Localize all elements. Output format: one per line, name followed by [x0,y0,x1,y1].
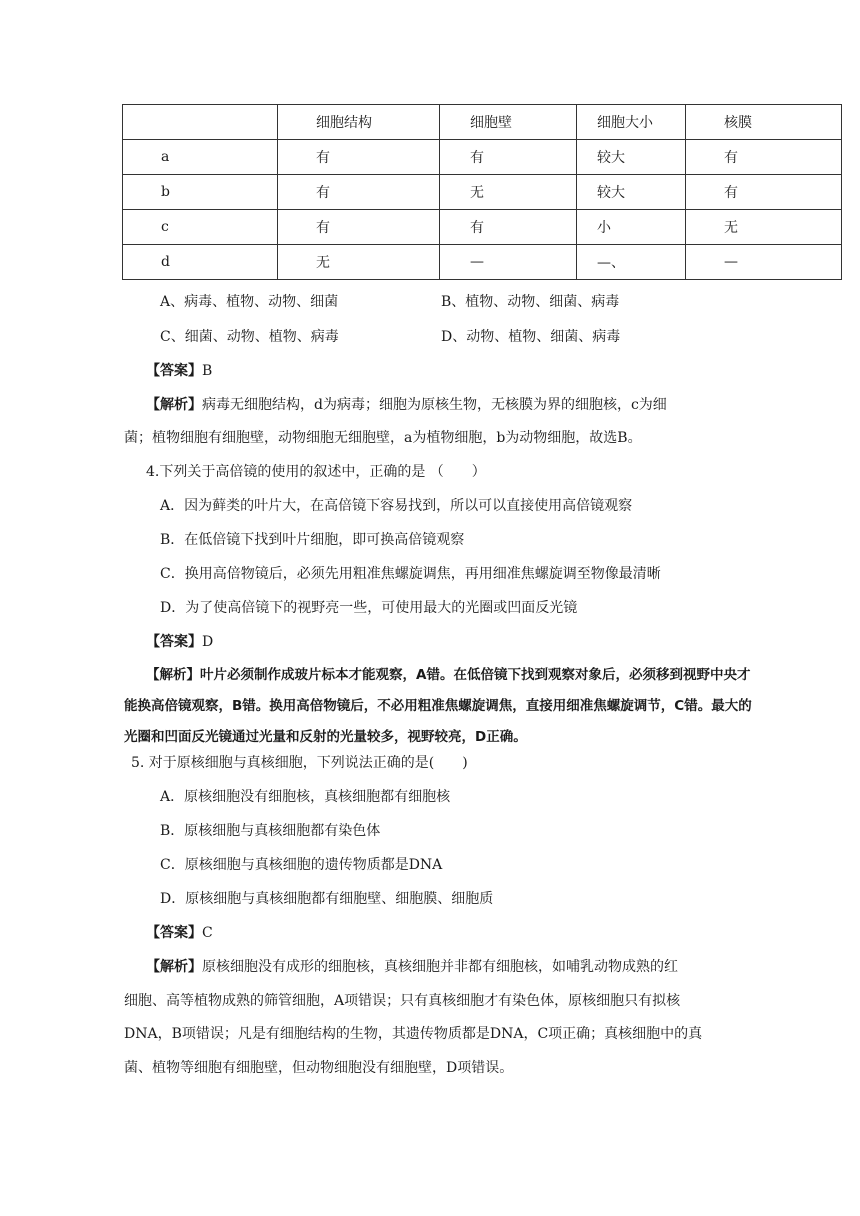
table-cell: 无 [440,175,577,210]
analysis-text: 病毒无细胞结构，d为病毒；细胞为原核生物，无核膜为界的细胞核，c为细 [202,397,667,413]
answer-value: D [202,634,214,650]
q3-answer [146,360,212,380]
q5-analysis-line-4: 菌、植物等细胞有细胞壁，但动物细胞没有细胞壁，D项错误。 [124,1060,514,1076]
q3-analysis-line-2: 菌；植物细胞有细胞壁，动物细胞无细胞壁，a为植物细胞，b为动物细胞，故选B。 [124,430,642,446]
table-cell: 有 [440,140,577,175]
table-cell: 有 [440,210,577,245]
q5-analysis-line-3: DNA，B项错误；凡是有细胞结构的生物，其遗传物质都是DNA，C项正确；真核细胞中的真 [124,1026,703,1042]
q4-option-d: D．为了使高倍镜下的视野亮一些，可使用最大的光圈或凹面反光镜 [160,600,578,616]
table-cell: — [686,245,842,280]
q4-analysis-line-3: 光圈和凹面反光镜通过光量和反射的光量较多，视野较亮，D正确。 [124,729,527,745]
q5-option-a: A．原核细胞没有细胞核，真核细胞都有细胞核 [160,789,451,805]
table-cell: a [123,140,278,175]
answer-value: B [202,363,213,379]
q4-answer [146,631,213,651]
q4-analysis-line-1 [146,663,750,683]
table-cell: 有 [686,175,842,210]
table-cell: 较大 [577,175,686,210]
table-cell: 有 [278,175,440,210]
answer-label: 【答案】 [146,925,202,941]
table-row [123,210,842,245]
cell-comparison-table [122,104,842,280]
table-cell: d [123,245,278,280]
table-header-cell [123,105,278,140]
table-header-cell: 细胞结构 [278,105,440,140]
answer-label: 【答案】 [146,634,202,650]
answer-value: C [202,925,213,941]
q4-option-a: A．因为藓类的叶片大，在高倍镜下容易找到，所以可以直接使用高倍镜观察 [160,498,633,514]
table-row [123,175,842,210]
table-cell: b [123,175,278,210]
q5-option-b: B．原核细胞与真核细胞都有染色体 [160,823,381,839]
table-cell: 有 [278,210,440,245]
table-cell: 无 [686,210,842,245]
q5-answer [146,922,213,942]
table-cell: 无 [278,245,440,280]
table-cell: c [123,210,278,245]
q5-analysis-line-1 [146,956,678,976]
analysis-label: 【解析】 [146,667,200,683]
q5-option-d: D．原核细胞与真核细胞都有细胞壁、细胞膜、细胞质 [160,891,494,907]
q5-option-c: C．原核细胞与真核细胞的遗传物质都是DNA [160,857,443,873]
q4-analysis-line-2: 能换高倍镜观察，B错。换用高倍物镜后，不必用粗准焦螺旋调焦，直接用细准焦螺旋调节，C错。最大的 [124,698,752,714]
table-cell: 较大 [577,140,686,175]
table-header-cell: 核膜 [686,105,842,140]
analysis-label: 【解析】 [146,959,202,975]
table-cell: 有 [278,140,440,175]
q3-option-c: C、细菌、动物、植物、病毒 [160,329,339,345]
table-header-cell: 细胞大小 [577,105,686,140]
q3-option-d: D、动物、植物、细菌、病毒 [441,329,621,345]
q3-analysis-line-1 [146,394,667,414]
table-row [123,245,842,280]
q4-option-b: B．在低倍镜下找到叶片细胞，即可换高倍镜观察 [160,532,465,548]
table-header-cell: 细胞壁 [440,105,577,140]
table-header-row [123,105,842,140]
q3-option-b: B、植物、动物、细菌、病毒 [441,294,620,310]
table-row [123,140,842,175]
table-cell: — [440,245,577,280]
table-cell: 有 [686,140,842,175]
q3-option-a: A、病毒、植物、动物、细菌 [160,294,339,310]
q4-option-c: C．换用高倍物镜后，必须先用粗准焦螺旋调焦，再用细准焦螺旋调至物像最清晰 [160,566,661,582]
q5-stem: 5. 对于原核细胞与真核细胞，下列说法正确的是( ) [131,755,468,771]
analysis-text: 叶片必须制作成玻片标本才能观察，A错。在低倍镜下找到观察对象后，必须移到视野中央才 [200,667,751,683]
q4-stem: 4.下列关于高倍镜的使用的叙述中，正确的是 （ ） [146,464,486,480]
analysis-label: 【解析】 [146,397,202,413]
analysis-text: 原核细胞没有成形的细胞核，真核细胞并非都有细胞核，如哺乳动物成熟的红 [202,959,678,975]
table-cell: —、 [577,245,686,280]
answer-label: 【答案】 [146,363,202,379]
q5-analysis-line-2: 细胞、高等植物成熟的筛管细胞，A项错误；只有真核细胞才有染色体，原核细胞只有拟核 [124,993,681,1009]
table-cell: 小 [577,210,686,245]
